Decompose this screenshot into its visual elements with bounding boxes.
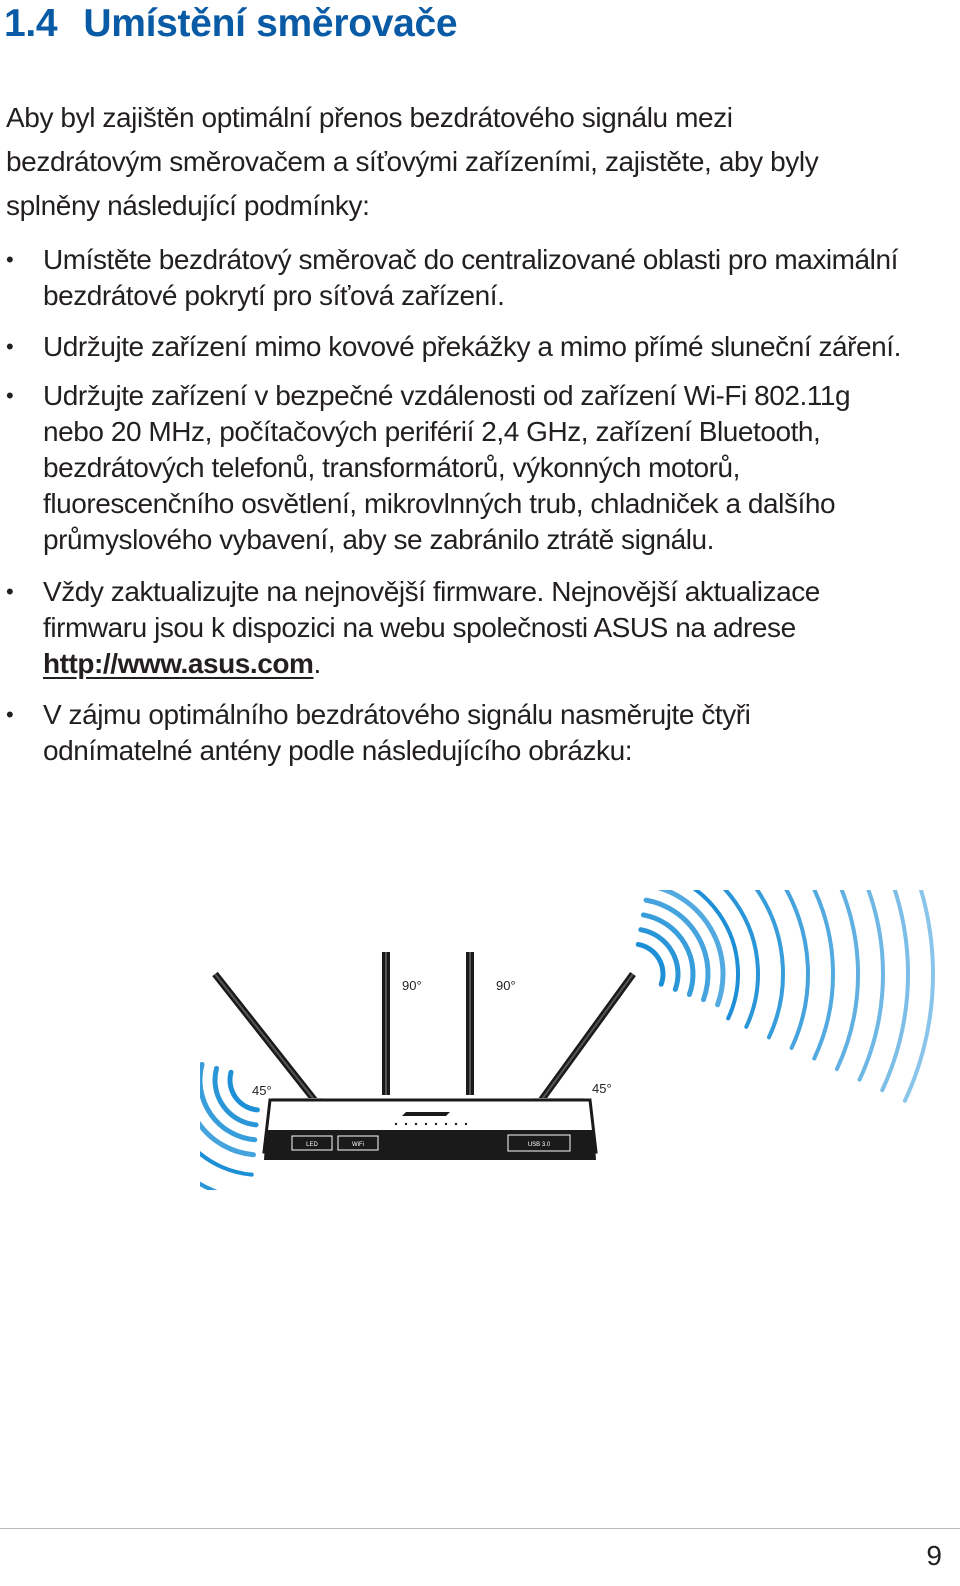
signal-wave-icon [200,1064,255,1139]
list-item-text-end: . [313,648,321,679]
section-title: Umístění směrovače [83,2,458,45]
bullet-icon: • [6,702,14,727]
port-label-led: LED [306,1142,318,1148]
bullet-icon: • [6,247,14,272]
brand-logo-icon [402,1112,450,1116]
intro-paragraph: Aby byl zajištěn optimální přenos bezdrátového signálu mezi bezdrátovým směrovačem a síťovými zařízeními, zajistěte, aby byly splněny následující podmínky: [6,102,819,221]
wireless-router-icon [200,890,950,1190]
port-label-usb: USB 3.0 [527,1142,551,1148]
bullet-icon: • [6,579,14,604]
router-antenna-figure [200,890,950,1190]
list-item-text: V zájmu optimálního bezdrátového signálu nasměrujte čtyři odnímatelné antény podle následujícího obrázku: [43,699,751,766]
asus-website-link[interactable]: http://www.asus.com [43,648,314,679]
conditions-list [6,242,906,784]
antennas [215,952,633,1102]
page-number: 9 [926,1540,942,1571]
angle-label-right: 45° [592,1081,612,1096]
angle-label-left: 45° [252,1083,272,1098]
router-body [264,1100,596,1160]
port-label-wifi: WiFi [352,1142,364,1148]
list-item [6,329,906,365]
list-item [6,574,906,682]
list-item [6,697,906,769]
list-item-text: Vždy zaktualizujte na nejnovější firmware. Nejnovější aktualizace firmwaru jsou k dispozici na webu společnosti ASUS na adrese [43,576,820,643]
list-item-text: Umístěte bezdrátový směrovač do centralizované oblasti pro maximální bezdrátové pokrytí pro síťová zařízení. [43,244,898,311]
section-number: 1.4 [4,2,58,45]
list-item [6,242,906,314]
angle-label-center-right: 90° [496,978,516,993]
bullet-icon: • [6,383,14,408]
angle-label-center-left: 90° [402,978,422,993]
list-item-text: Udržujte zařízení v bezpečné vzdálenosti od zařízení Wi-Fi 802.11g nebo 20 MHz, počítačových periférií 2,4 GHz, zařízení Bluetooth, bezdrátových telefonů, transformátorů, výkonných motorů, fluorescenčního osvětlení, mikrovlnných trub, chladniček a dalšího průmyslového vybavení, aby se zabránilo ztrátě signálu. [43,380,851,555]
page-title [4,0,457,48]
list-item-text: Udržujte zařízení mimo kovové překážky a mimo přímé sluneční záření. [43,331,901,362]
bullet-icon: • [6,334,14,359]
signal-wave-icon [638,944,663,984]
footer-divider [0,1528,960,1529]
signal-wave-icon [643,915,693,995]
list-item [6,378,906,558]
